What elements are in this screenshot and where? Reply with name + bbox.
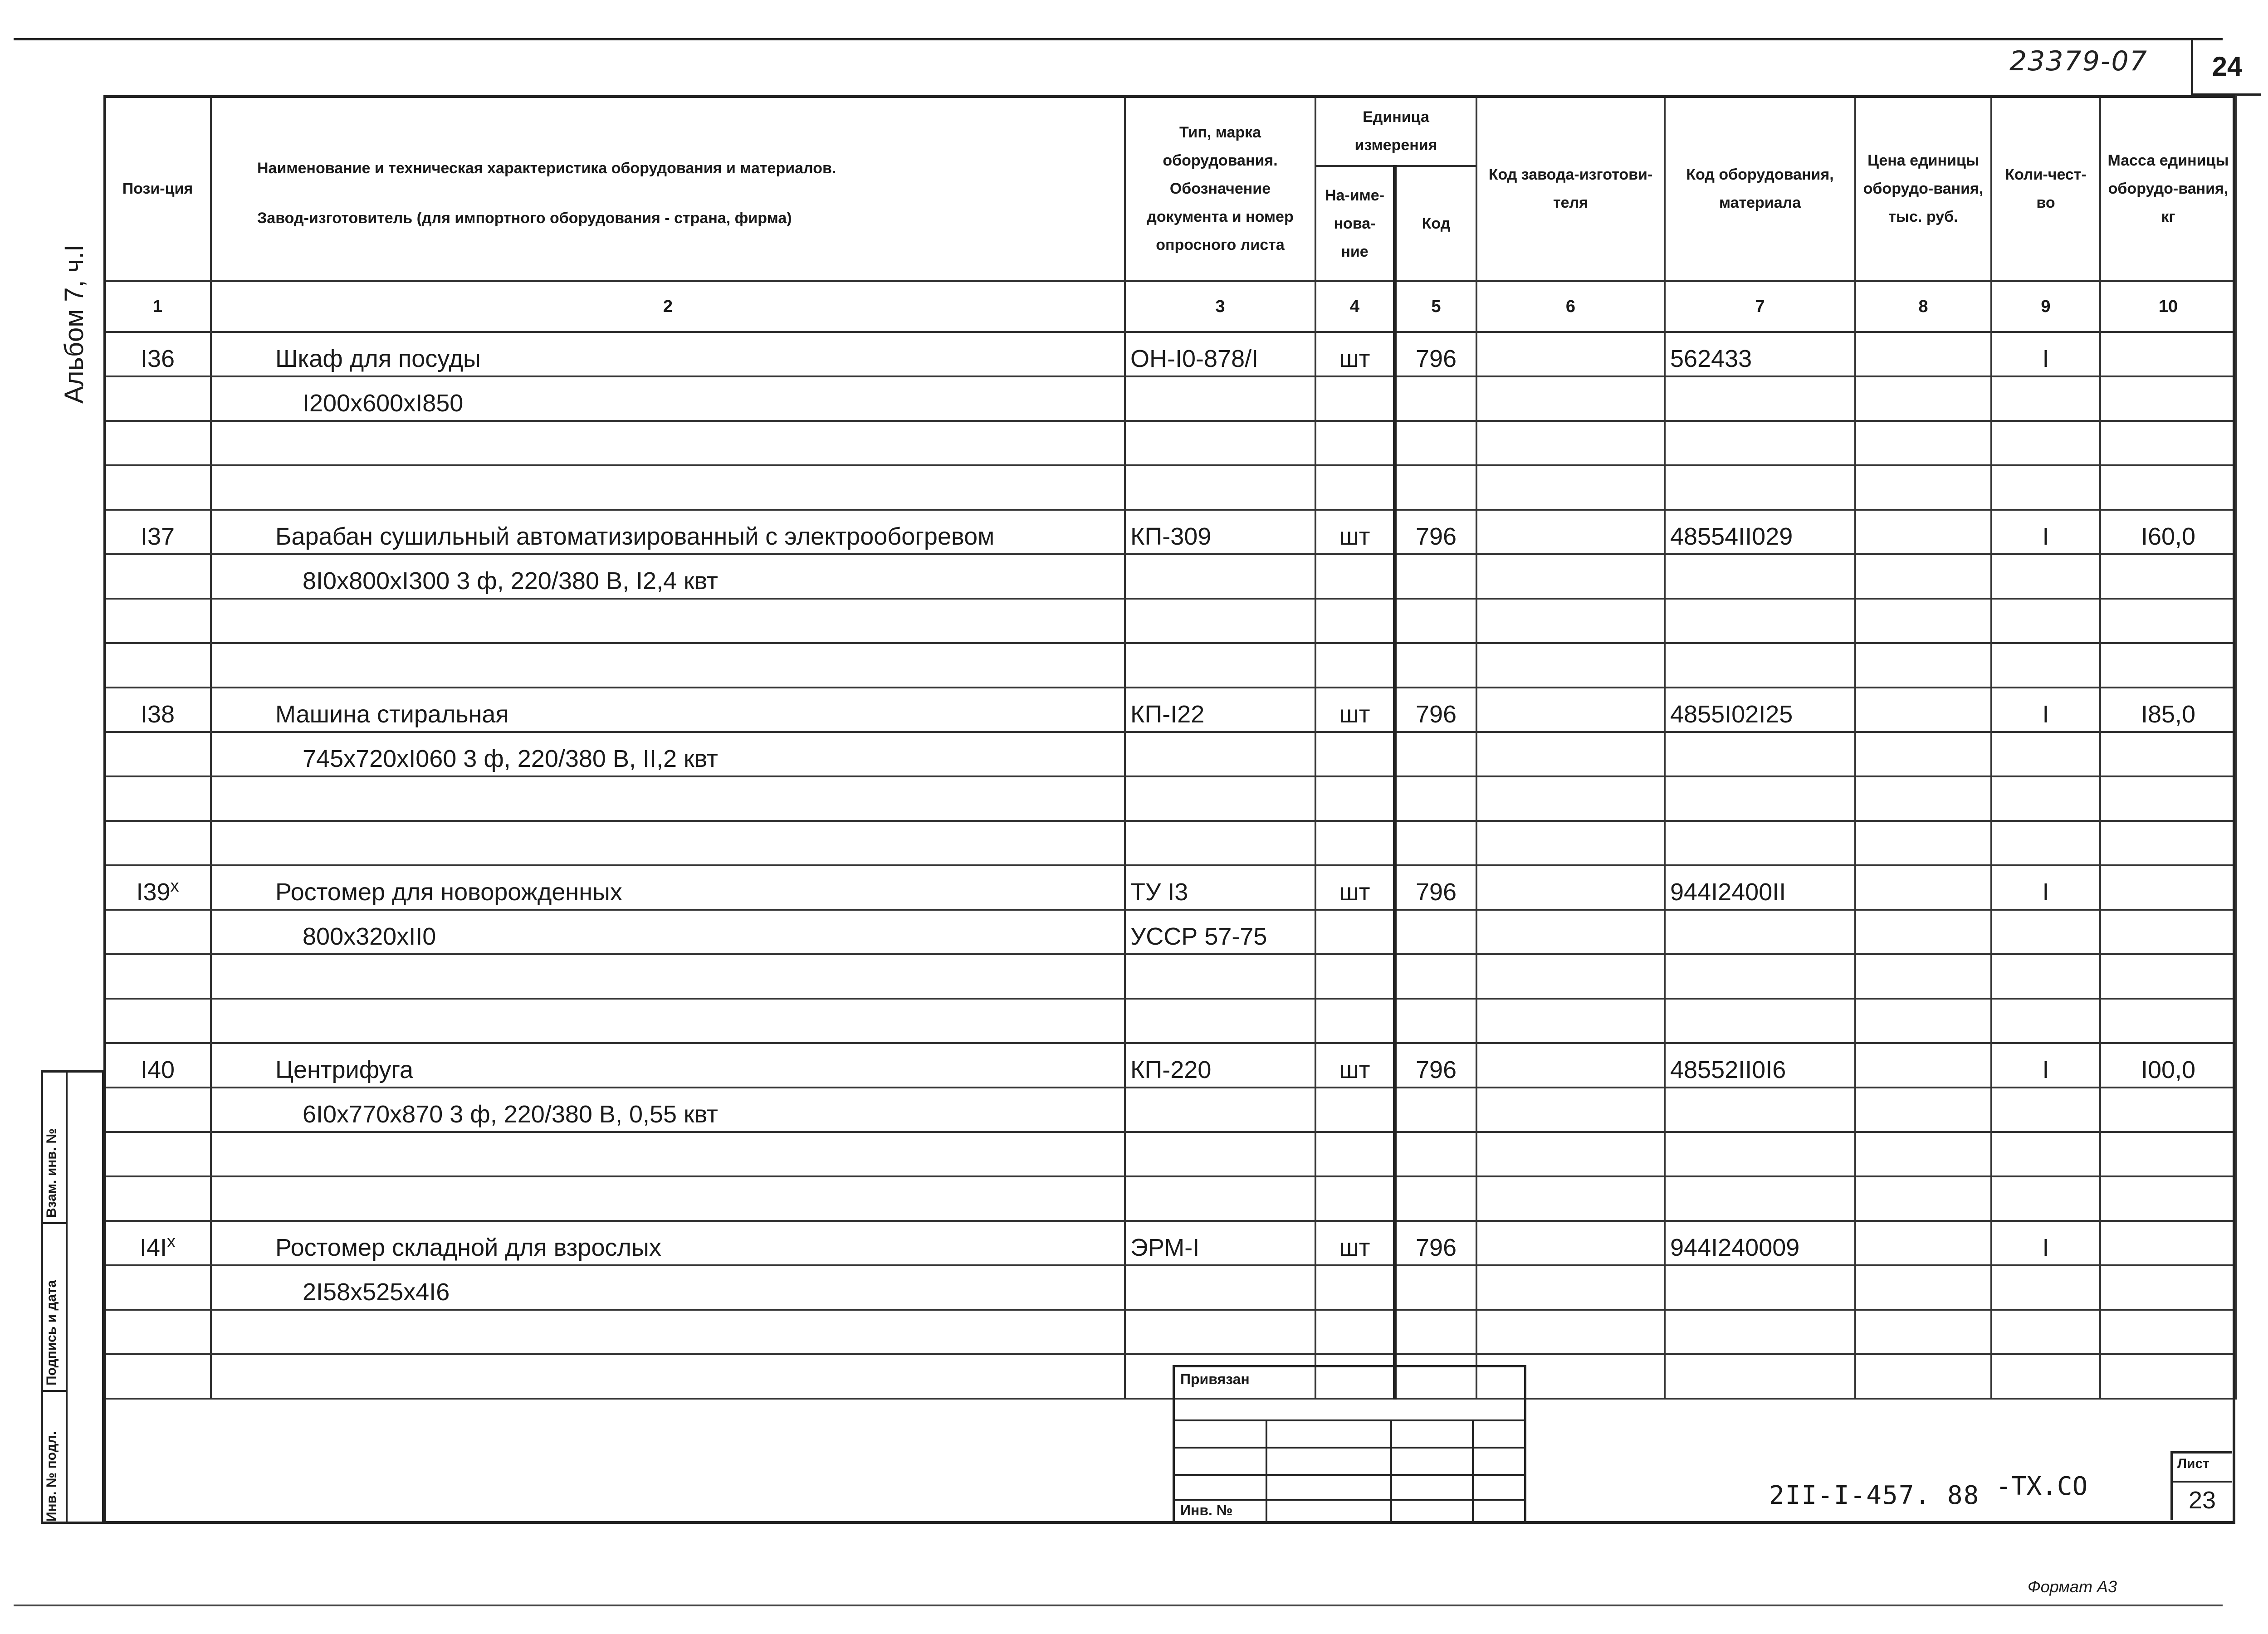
- item-type: КП-309: [1130, 523, 1212, 550]
- item-position: I36: [140, 345, 175, 372]
- col-header-price: Цена единицы оборудо-вания, тыс. руб.: [1855, 96, 1991, 281]
- item-material-code: 4855I02I25: [1670, 701, 1793, 728]
- item-unit-code: 796: [1415, 701, 1457, 728]
- item-spec: 8I0x800xI300 3 ф, 220/380 В, I2,4 квт: [303, 567, 718, 595]
- item-unit: шт: [1339, 1056, 1370, 1083]
- item-unit-code: 796: [1415, 1056, 1457, 1083]
- item-type: ТУ I3: [1130, 878, 1188, 906]
- document-code: 23379-07: [2009, 45, 2148, 77]
- top-rule: [14, 38, 2223, 40]
- item-quantity: I: [2042, 345, 2049, 372]
- col-header-unit-name: На-име-нова-ние: [1315, 166, 1395, 281]
- item-name: Машина стиральная: [275, 701, 509, 728]
- item-mass: I85,0: [2141, 701, 2196, 728]
- item-position: I40: [140, 1056, 175, 1083]
- item-name: Центрифуга: [275, 1056, 414, 1083]
- side-field-inventory: Инв. № подл.: [44, 1431, 59, 1522]
- stamp-title: Привязан: [1180, 1371, 1250, 1387]
- item-type: ЭРМ-I: [1130, 1234, 1200, 1261]
- sheet-number: 23: [2173, 1481, 2232, 1514]
- col-header-quantity: Коли-чест-во: [1991, 96, 2100, 281]
- item-quantity: I: [2042, 878, 2049, 906]
- binding-stamp: [1173, 1365, 1526, 1524]
- col-header-unit: Единица измерения: [1315, 96, 1476, 166]
- col-header-name-line2: Завод-изготовитель (для импортного оборудования - страна, фирма): [257, 210, 792, 227]
- item-material-code: 562433: [1670, 345, 1752, 372]
- col-header-material-code: Код оборудования, материала: [1665, 96, 1855, 281]
- column-number: 10: [2100, 281, 2236, 332]
- item-material-code: 48552II0I6: [1670, 1056, 1786, 1083]
- item-unit-code: 796: [1415, 523, 1457, 550]
- item-mass: I60,0: [2141, 523, 2196, 550]
- item-mark: x: [170, 877, 179, 896]
- stamp-inventory: Инв. №: [1180, 1502, 1233, 1518]
- item-quantity: I: [2042, 1056, 2049, 1083]
- side-field-replacement: Взам. инв. №: [44, 1128, 59, 1218]
- column-number: 7: [1665, 281, 1855, 332]
- item-unit: шт: [1339, 523, 1370, 550]
- item-type: КП-I22: [1130, 701, 1205, 728]
- item-name: Барабан сушильный автоматизированный с электрообогревом: [275, 523, 995, 550]
- item-spec: 800x320xII0: [303, 923, 436, 950]
- item-unit-code: 796: [1415, 1234, 1457, 1261]
- column-number: 5: [1395, 281, 1476, 332]
- col-header-type: Тип, марка оборудования. Обозначение документа и номер опросного листа: [1125, 96, 1315, 281]
- item-type: ОН-I0-878/I: [1130, 345, 1259, 372]
- item-mass: I00,0: [2141, 1056, 2196, 1083]
- document-designation: 2II-I-457. 88: [1769, 1481, 1980, 1510]
- item-name: Ростомер для новорожденных: [275, 878, 622, 906]
- item-quantity: I: [2042, 523, 2049, 550]
- column-number: 6: [1476, 281, 1665, 332]
- column-number: 9: [1991, 281, 2100, 332]
- table-frame: [103, 95, 2235, 1524]
- column-number: 8: [1855, 281, 1991, 332]
- item-spec: 745x720xI060 3 ф, 220/380 В, II,2 квт: [303, 745, 718, 772]
- col-header-name-line1: Наименование и техническая характеристика оборудования и материалов.: [257, 160, 836, 177]
- item-material-code: 944I240009: [1670, 1234, 1800, 1261]
- item-unit: шт: [1339, 878, 1370, 906]
- col-header-factory-code: Код завода-изготови-теля: [1476, 96, 1665, 281]
- column-number: 4: [1315, 281, 1395, 332]
- item-type: КП-220: [1130, 1056, 1212, 1083]
- bottom-rule: [14, 1605, 2223, 1606]
- col-header-unit-code: Код: [1395, 166, 1476, 281]
- item-position: I4I: [139, 1234, 167, 1261]
- item-name: Ростомер складной для взрослых: [275, 1234, 661, 1261]
- side-stamp: [41, 1070, 104, 1524]
- col-header-mass: Масса единицы оборудо-вания, кг: [2100, 96, 2236, 281]
- column-number: 3: [1125, 281, 1315, 332]
- sheet-box: [2170, 1451, 2232, 1520]
- page-number: 24: [2191, 39, 2261, 96]
- item-spec: 6I0x770x870 3 ф, 220/380 В, 0,55 квт: [303, 1101, 718, 1128]
- item-spec: I200x600xI850: [303, 390, 464, 417]
- item-name: Шкаф для посуды: [275, 345, 481, 372]
- column-number: 1: [104, 281, 211, 332]
- item-unit-code: 796: [1415, 878, 1457, 906]
- item-unit: шт: [1339, 701, 1370, 728]
- col-header-position: Пози-ция: [104, 96, 211, 281]
- item-material-code: 48554II029: [1670, 523, 1793, 550]
- item-mark: x: [167, 1232, 176, 1251]
- side-field-signature: Подпись и дата: [44, 1280, 59, 1385]
- item-position: I38: [140, 701, 175, 728]
- item-quantity: I: [2042, 1234, 2049, 1261]
- document-designation-suffix: -ТХ.СО: [1996, 1472, 2088, 1501]
- column-number: 2: [211, 281, 1125, 332]
- item-position: I39: [136, 878, 171, 906]
- item-material-code: 944I2400II: [1670, 878, 1786, 906]
- item-position: I37: [140, 523, 175, 550]
- sheet-label: Лист: [2177, 1456, 2209, 1471]
- format-label: Формат А3: [2028, 1577, 2117, 1596]
- item-unit-code: 796: [1415, 345, 1457, 372]
- item-unit: шт: [1339, 345, 1370, 372]
- album-label: Альбом 7, ч.I: [59, 244, 89, 404]
- item-unit: шт: [1339, 1234, 1370, 1261]
- item-quantity: I: [2042, 701, 2049, 728]
- item-spec: 2I58x525x4I6: [303, 1278, 450, 1306]
- item-type-line2: УССР 57-75: [1130, 923, 1267, 950]
